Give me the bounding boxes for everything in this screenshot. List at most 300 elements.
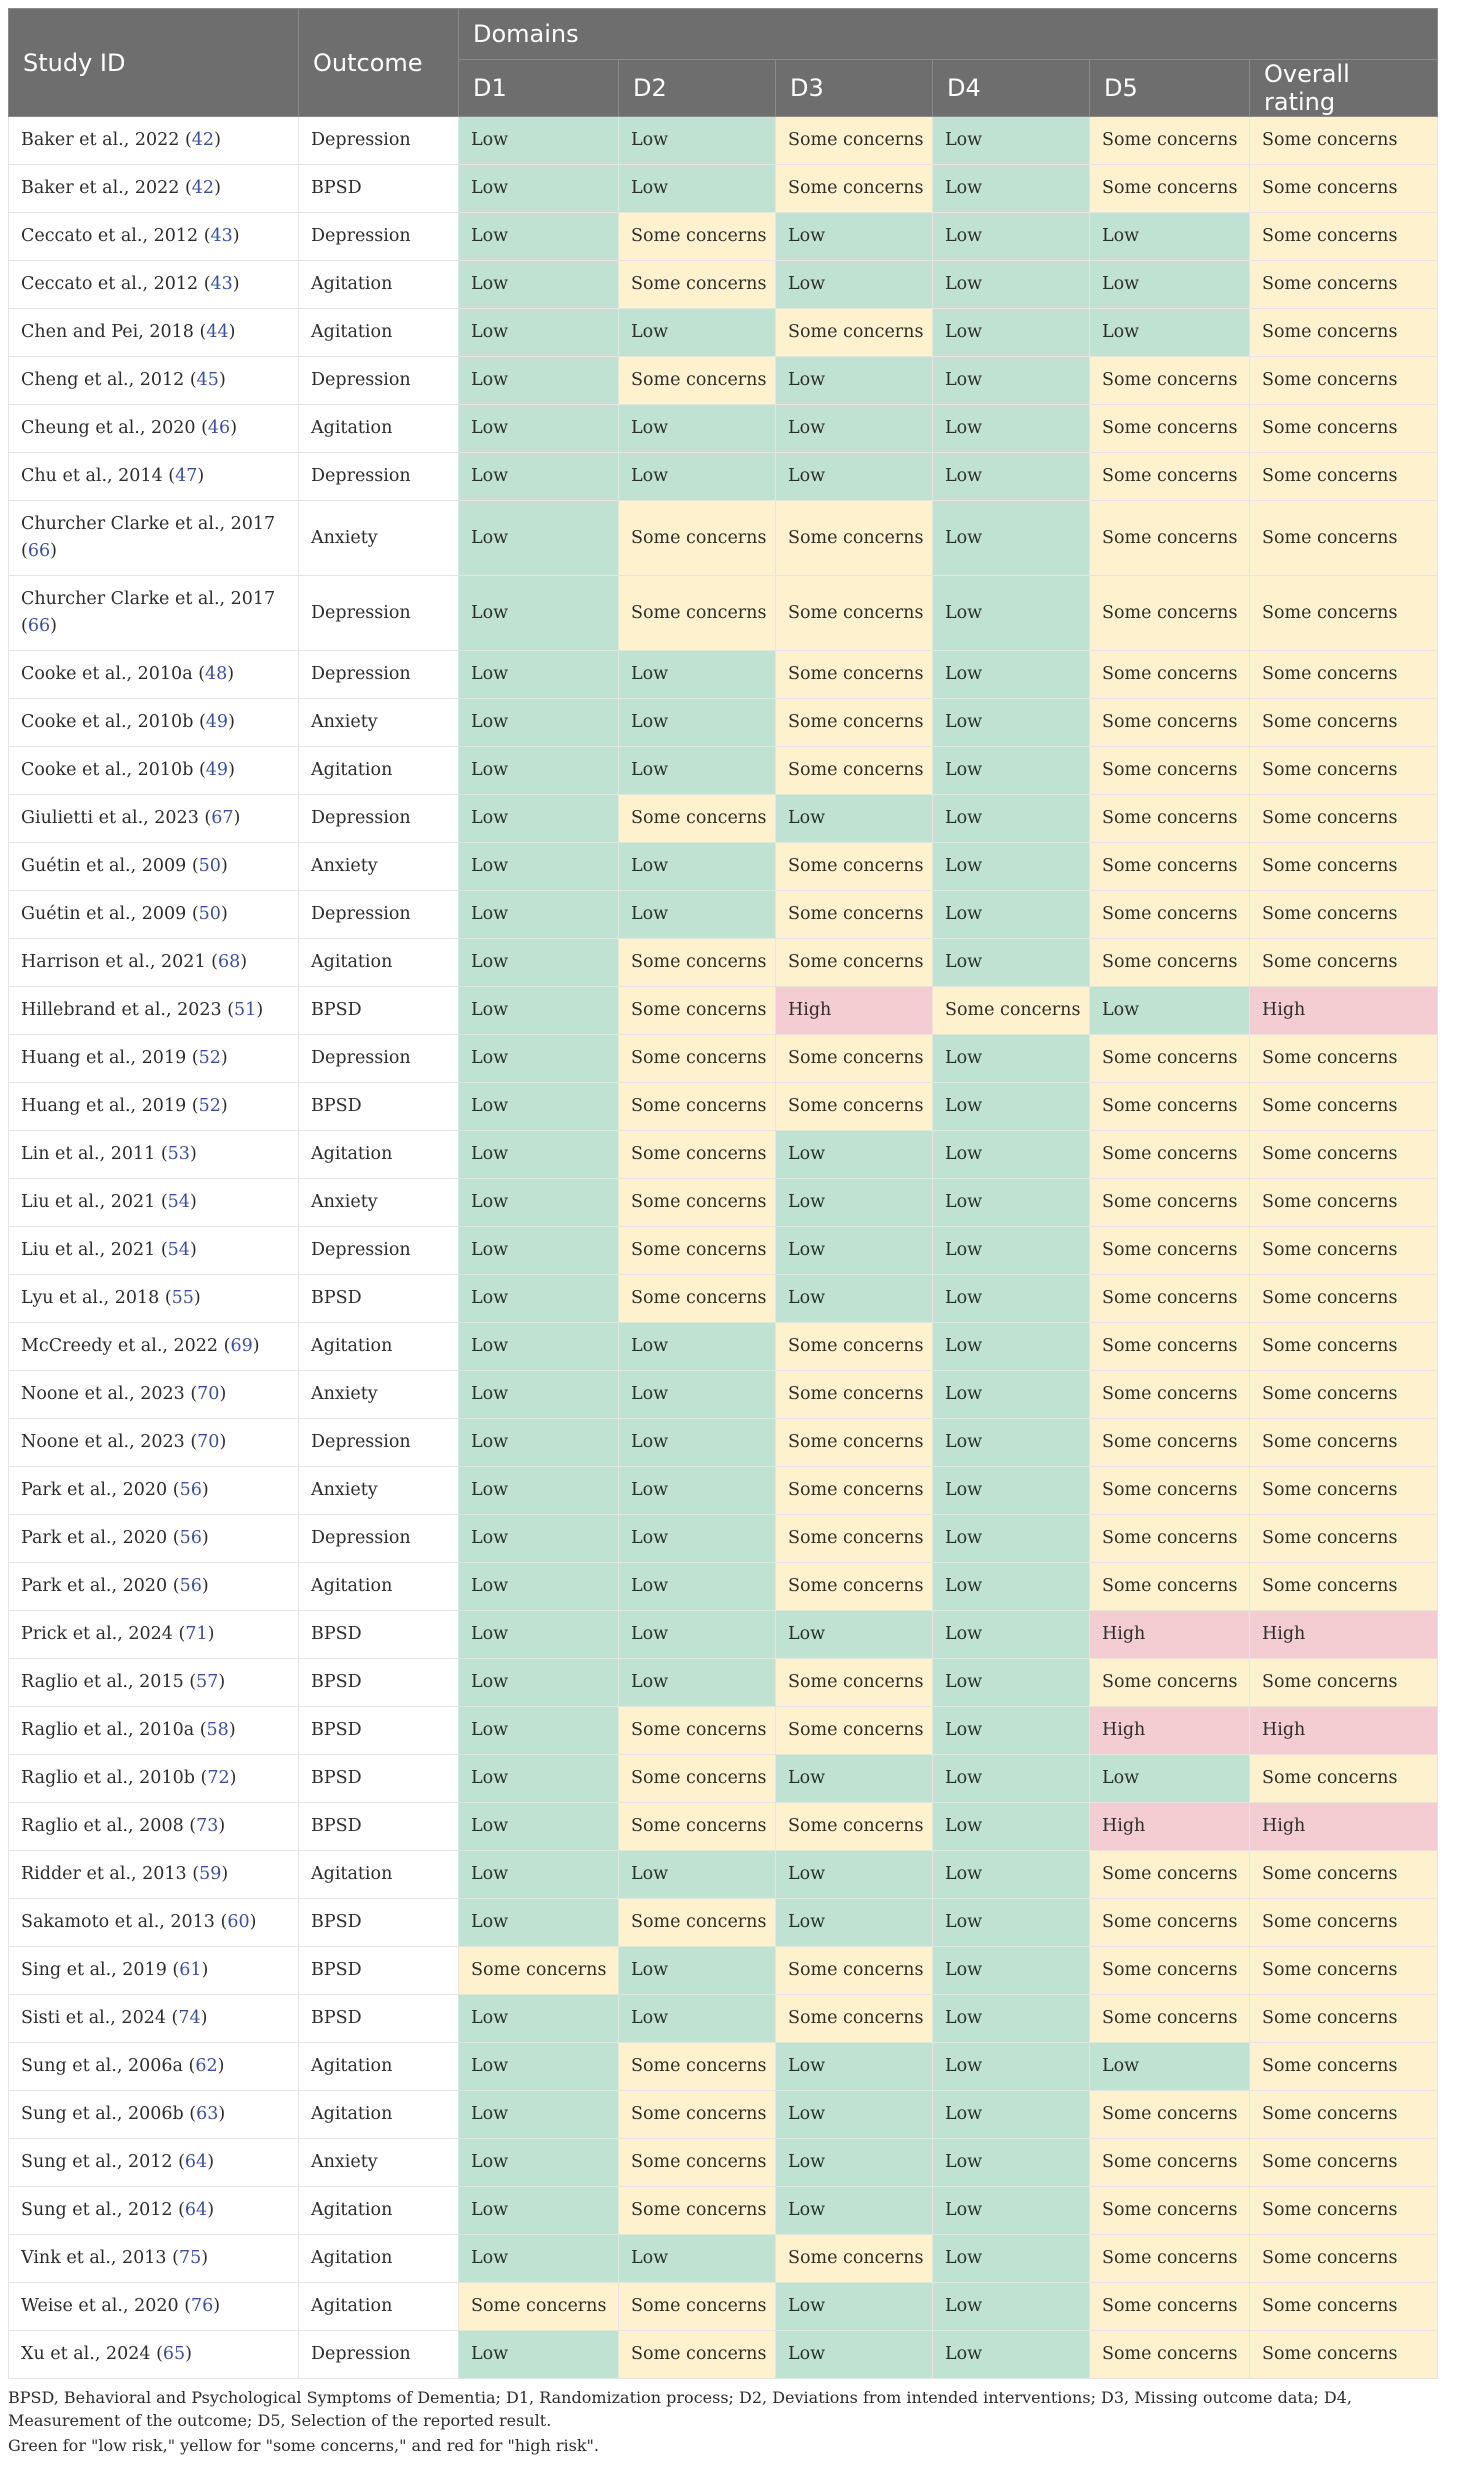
outcome-cell: Agitation (299, 2187, 459, 2235)
study-id-cell: Giulietti et al., 2023 (67) (9, 795, 299, 843)
d1-rating-cell: Low (459, 1275, 619, 1323)
table-row (9, 1467, 1438, 1515)
d5-rating-cell: Some concerns (1090, 1563, 1250, 1611)
study-id-cell: Xu et al., 2024 (65) (9, 2331, 299, 2379)
overall-rating-rating-cell: Some concerns (1250, 1371, 1438, 1419)
reference-link[interactable]: 55 (171, 1288, 194, 1308)
study-id-cell: Guétin et al., 2009 (50) (9, 843, 299, 891)
reference-link[interactable]: 70 (197, 1384, 220, 1404)
reference-link[interactable]: 73 (196, 1816, 219, 1836)
d2-rating-cell: Low (619, 651, 776, 699)
d4-rating-cell: Low (933, 1515, 1090, 1563)
d2-rating-cell: Some concerns (619, 1083, 776, 1131)
outcome-cell: Agitation (299, 2283, 459, 2331)
outcome-cell: Agitation (299, 1563, 459, 1611)
d5-rating-cell: Some concerns (1090, 1995, 1250, 2043)
outcome-cell: BPSD (299, 1659, 459, 1707)
overall-rating-rating-cell: Some concerns (1250, 357, 1438, 405)
reference-link[interactable]: 62 (195, 2056, 218, 2076)
d4-rating-cell: Low (933, 1659, 1090, 1707)
reference-link[interactable]: 59 (199, 1864, 222, 1884)
d1-rating-cell: Low (459, 1563, 619, 1611)
outcome-cell: Agitation (299, 1131, 459, 1179)
study-id-cell: Raglio et al., 2015 (57) (9, 1659, 299, 1707)
table-row (9, 651, 1438, 699)
header-d4: D4 (933, 60, 1090, 117)
outcome-cell: Depression (299, 1227, 459, 1275)
d4-rating-cell: Low (933, 1275, 1090, 1323)
d2-rating-cell: Low (619, 1515, 776, 1563)
study-id-cell: Vink et al., 2013 (75) (9, 2235, 299, 2283)
d4-rating-cell: Low (933, 213, 1090, 261)
header-d1: D1 (459, 60, 619, 117)
study-name: Prick et al., 2024 (21, 1624, 173, 1644)
d2-rating-cell: Some concerns (619, 1131, 776, 1179)
d5-rating-cell: Low (1090, 261, 1250, 309)
outcome-cell: Depression (299, 1515, 459, 1563)
study-id-cell: Sing et al., 2019 (61) (9, 1947, 299, 1995)
overall-rating-rating-cell: Some concerns (1250, 576, 1438, 651)
study-name: Liu et al., 2021 (21, 1240, 156, 1260)
table-row (9, 501, 1438, 576)
d5-rating-cell: Low (1090, 309, 1250, 357)
reference-link[interactable]: 60 (227, 1912, 250, 1932)
d1-rating-cell: Low (459, 1083, 619, 1131)
table-row (9, 1803, 1438, 1851)
reference-link[interactable]: 58 (206, 1720, 229, 1740)
study-id-cell: Noone et al., 2023 (70) (9, 1419, 299, 1467)
table-row (9, 2331, 1438, 2379)
d1-rating-cell: Low (459, 1851, 619, 1899)
d1-rating-cell: Low (459, 2091, 619, 2139)
d4-rating-cell: Low (933, 1611, 1090, 1659)
d1-rating-cell: Low (459, 1515, 619, 1563)
d4-rating-cell: Some concerns (933, 987, 1090, 1035)
header-d2: D2 (619, 60, 776, 117)
d5-rating-cell: Some concerns (1090, 165, 1250, 213)
table-row (9, 1227, 1438, 1275)
d2-rating-cell: Some concerns (619, 1803, 776, 1851)
study-name: Cooke et al., 2010a (21, 664, 193, 684)
study-name: Park et al., 2020 (21, 1528, 168, 1548)
outcome-cell: BPSD (299, 1083, 459, 1131)
reference-link[interactable]: 43 (210, 226, 233, 246)
d3-rating-cell: Low (776, 1227, 933, 1275)
d5-rating-cell: Some concerns (1090, 1467, 1250, 1515)
d5-rating-cell: Some concerns (1090, 2331, 1250, 2379)
d3-rating-cell: Some concerns (776, 843, 933, 891)
table-row (9, 1083, 1438, 1131)
table-row (9, 1995, 1438, 2043)
study-id-cell: Liu et al., 2021 (54) (9, 1179, 299, 1227)
reference-link[interactable]: 61 (179, 1960, 202, 1980)
study-id-cell: Chu et al., 2014 (47) (9, 453, 299, 501)
d5-rating-cell: Some concerns (1090, 1371, 1250, 1419)
outcome-cell: BPSD (299, 1707, 459, 1755)
outcome-cell: Agitation (299, 261, 459, 309)
reference-link[interactable]: 49 (205, 712, 229, 732)
table-row (9, 2139, 1438, 2187)
reference-link[interactable]: 42 (191, 178, 215, 198)
reference-link[interactable]: 56 (179, 1480, 202, 1500)
d5-rating-cell: Some concerns (1090, 1131, 1250, 1179)
d2-rating-cell: Low (619, 1323, 776, 1371)
d5-rating-cell: Some concerns (1090, 2283, 1250, 2331)
overall-rating-rating-cell: Some concerns (1250, 1995, 1438, 2043)
study-name: Sung et al., 2006a (21, 2056, 183, 2076)
d2-rating-cell: Some concerns (619, 1179, 776, 1227)
reference-link[interactable]: 43 (210, 274, 233, 294)
outcome-cell: BPSD (299, 1995, 459, 2043)
reference-link[interactable]: 47 (175, 466, 198, 486)
reference-link[interactable]: 42 (191, 130, 215, 150)
d1-rating-cell: Low (459, 747, 619, 795)
study-id-cell: Sakamoto et al., 2013 (60) (9, 1899, 299, 1947)
reference-link[interactable]: 63 (196, 2104, 219, 2124)
reference-link[interactable]: 57 (196, 1672, 219, 1692)
study-name: Sung et al., 2012 (21, 2152, 173, 2172)
d4-rating-cell: Low (933, 1371, 1090, 1419)
table-row (9, 1563, 1438, 1611)
overall-rating-rating-cell: Some concerns (1250, 843, 1438, 891)
study-name: Chen and Pei, 2018 (21, 322, 194, 342)
reference-link[interactable]: 53 (167, 1144, 190, 1164)
d2-rating-cell: Low (619, 891, 776, 939)
study-id-cell: Sung et al., 2012 (64) (9, 2139, 299, 2187)
d3-rating-cell: Some concerns (776, 165, 933, 213)
d2-rating-cell: Some concerns (619, 2187, 776, 2235)
table-row (9, 309, 1438, 357)
d1-rating-cell: Low (459, 1899, 619, 1947)
table-row (9, 1179, 1438, 1227)
d2-rating-cell: Some concerns (619, 1227, 776, 1275)
study-name: Weise et al., 2020 (21, 2296, 179, 2316)
study-name: Raglio et al., 2015 (21, 1672, 184, 1692)
d3-rating-cell: Some concerns (776, 1467, 933, 1515)
reference-link[interactable]: 44 (206, 322, 229, 342)
study-name: McCreedy et al., 2022 (21, 1336, 219, 1356)
d1-rating-cell: Low (459, 1131, 619, 1179)
d3-rating-cell: High (776, 987, 933, 1035)
d2-rating-cell: Low (619, 405, 776, 453)
overall-rating-rating-cell: Some concerns (1250, 891, 1438, 939)
header-d5: D5 (1090, 60, 1250, 117)
overall-rating-rating-cell: Some concerns (1250, 2187, 1438, 2235)
table-row (9, 1035, 1438, 1083)
reference-link[interactable]: 52 (198, 1096, 221, 1116)
study-id-cell: Raglio et al., 2010b (72) (9, 1755, 299, 1803)
table-row (9, 117, 1438, 165)
d3-rating-cell: Low (776, 2331, 933, 2379)
study-name: Harrison et al., 2021 (21, 952, 206, 972)
d1-rating-cell: Low (459, 1179, 619, 1227)
overall-rating-rating-cell: Some concerns (1250, 1179, 1438, 1227)
outcome-cell: Depression (299, 357, 459, 405)
d2-rating-cell: Low (619, 1419, 776, 1467)
d5-rating-cell: Some concerns (1090, 843, 1250, 891)
reference-link[interactable]: 66 (27, 541, 51, 561)
d3-rating-cell: Some concerns (776, 1419, 933, 1467)
d4-rating-cell: Low (933, 1803, 1090, 1851)
d4-rating-cell: Low (933, 843, 1090, 891)
d4-rating-cell: Low (933, 2139, 1090, 2187)
d1-rating-cell: Low (459, 1467, 619, 1515)
d5-rating-cell: Some concerns (1090, 1947, 1250, 1995)
study-id-cell: Ceccato et al., 2012 (43) (9, 261, 299, 309)
study-id-cell: Cheng et al., 2012 (45) (9, 357, 299, 405)
d1-rating-cell: Low (459, 576, 619, 651)
d3-rating-cell: Low (776, 261, 933, 309)
outcome-cell: Anxiety (299, 699, 459, 747)
d5-rating-cell: Some concerns (1090, 651, 1250, 699)
outcome-cell: Depression (299, 117, 459, 165)
overall-rating-rating-cell: Some concerns (1250, 453, 1438, 501)
outcome-cell: Agitation (299, 2235, 459, 2283)
study-id-cell: Churcher Clarke et al., 2017 (66) (9, 501, 299, 576)
d2-rating-cell: Some concerns (619, 2091, 776, 2139)
study-name: Baker et al., 2022 (21, 178, 180, 198)
reference-link[interactable]: 46 (207, 418, 231, 438)
outcome-cell: BPSD (299, 1803, 459, 1851)
reference-link[interactable]: 76 (191, 2296, 214, 2316)
study-id-cell: Harrison et al., 2021 (68) (9, 939, 299, 987)
table-row (9, 1899, 1438, 1947)
d1-rating-cell: Low (459, 453, 619, 501)
study-name: Baker et al., 2022 (21, 130, 180, 150)
study-name: Guétin et al., 2009 (21, 904, 187, 924)
overall-rating-rating-cell: Some concerns (1250, 261, 1438, 309)
d4-rating-cell: Low (933, 1083, 1090, 1131)
reference-link[interactable]: 56 (179, 1576, 202, 1596)
d1-rating-cell: Low (459, 891, 619, 939)
header-study-id: Study ID (9, 9, 299, 117)
d5-rating-cell: Low (1090, 2043, 1250, 2091)
study-name: Guétin et al., 2009 (21, 856, 187, 876)
d2-rating-cell: Some concerns (619, 987, 776, 1035)
d5-rating-cell: Low (1090, 987, 1250, 1035)
d1-rating-cell: Low (459, 213, 619, 261)
d3-rating-cell: Some concerns (776, 309, 933, 357)
reference-link[interactable]: 64 (184, 2200, 208, 2220)
reference-link[interactable]: 72 (207, 1768, 230, 1788)
d2-rating-cell: Some concerns (619, 1035, 776, 1083)
d2-rating-cell: Low (619, 1659, 776, 1707)
d1-rating-cell: Low (459, 2235, 619, 2283)
d3-rating-cell: Low (776, 357, 933, 405)
reference-link[interactable]: 74 (178, 2008, 201, 2028)
d3-rating-cell: Some concerns (776, 651, 933, 699)
header-outcome: Outcome (299, 9, 459, 117)
d4-rating-cell: Low (933, 1851, 1090, 1899)
d3-rating-cell: Some concerns (776, 1323, 933, 1371)
overall-rating-rating-cell: High (1250, 1803, 1438, 1851)
d1-rating-cell: Some concerns (459, 2283, 619, 2331)
d1-rating-cell: Low (459, 843, 619, 891)
study-name: Raglio et al., 2008 (21, 1816, 184, 1836)
study-name: Cheung et al., 2020 (21, 418, 196, 438)
overall-rating-rating-cell: Some concerns (1250, 1323, 1438, 1371)
study-name: Chu et al., 2014 (21, 466, 163, 486)
outcome-cell: Agitation (299, 2091, 459, 2139)
d2-rating-cell: Some concerns (619, 1899, 776, 1947)
d1-rating-cell: Low (459, 1659, 619, 1707)
outcome-cell: Agitation (299, 405, 459, 453)
d4-rating-cell: Low (933, 117, 1090, 165)
d1-rating-cell: Low (459, 2043, 619, 2091)
reference-link[interactable]: 64 (184, 2152, 208, 2172)
d4-rating-cell: Low (933, 165, 1090, 213)
overall-rating-rating-cell: Some concerns (1250, 1515, 1438, 1563)
d1-rating-cell: Low (459, 1995, 619, 2043)
table-row (9, 2283, 1438, 2331)
overall-rating-rating-cell: Some concerns (1250, 165, 1438, 213)
study-name: Ridder et al., 2013 (21, 1864, 187, 1884)
d2-rating-cell: Some concerns (619, 576, 776, 651)
study-name: Hillebrand et al., 2023 (21, 1000, 222, 1020)
study-id-cell: Weise et al., 2020 (76) (9, 2283, 299, 2331)
study-id-cell: Guétin et al., 2009 (50) (9, 891, 299, 939)
study-name: Cooke et al., 2010b (21, 760, 194, 780)
d4-rating-cell: Low (933, 309, 1090, 357)
reference-link[interactable]: 48 (205, 664, 228, 684)
reference-link[interactable]: 52 (198, 1048, 221, 1068)
d1-rating-cell: Low (459, 1371, 619, 1419)
study-name: Giulietti et al., 2023 (21, 808, 199, 828)
d2-rating-cell: Some concerns (619, 795, 776, 843)
overall-rating-rating-cell: Some concerns (1250, 2331, 1438, 2379)
table-row (9, 261, 1438, 309)
table-row (9, 699, 1438, 747)
d5-rating-cell: Some concerns (1090, 699, 1250, 747)
d4-rating-cell: Low (933, 357, 1090, 405)
reference-link[interactable]: 56 (179, 1528, 202, 1548)
d2-rating-cell: Low (619, 117, 776, 165)
d1-rating-cell: Low (459, 1611, 619, 1659)
d1-rating-cell: Low (459, 987, 619, 1035)
d5-rating-cell: Some concerns (1090, 795, 1250, 843)
table-row (9, 939, 1438, 987)
reference-link[interactable]: 65 (162, 2344, 186, 2364)
reference-link[interactable]: 75 (178, 2248, 202, 2268)
table-row (9, 165, 1438, 213)
d2-rating-cell: Low (619, 309, 776, 357)
study-name: Lin et al., 2011 (21, 1144, 156, 1164)
d3-rating-cell: Low (776, 2091, 933, 2139)
reference-link[interactable]: 50 (198, 904, 221, 924)
reference-link[interactable]: 54 (167, 1192, 190, 1212)
study-name: Sung et al., 2012 (21, 2200, 173, 2220)
d1-rating-cell: Low (459, 165, 619, 213)
study-id-cell: Lin et al., 2011 (53) (9, 1131, 299, 1179)
reference-link[interactable]: 66 (27, 616, 51, 636)
footnote-color-legend: Green for "low risk," yellow for "some concerns," and red for "high risk". (8, 2436, 599, 2455)
d2-rating-cell: Some concerns (619, 1707, 776, 1755)
study-id-cell: Sung et al., 2006b (63) (9, 2091, 299, 2139)
outcome-cell: BPSD (299, 1899, 459, 1947)
d4-rating-cell: Low (933, 576, 1090, 651)
d5-rating-cell: Some concerns (1090, 1035, 1250, 1083)
d5-rating-cell: Low (1090, 213, 1250, 261)
study-name: Raglio et al., 2010b (21, 1768, 195, 1788)
header-d3: D3 (776, 60, 933, 117)
overall-rating-rating-cell: High (1250, 1611, 1438, 1659)
outcome-cell: Depression (299, 213, 459, 261)
outcome-cell: Anxiety (299, 1371, 459, 1419)
d5-rating-cell: Some concerns (1090, 1515, 1250, 1563)
d2-rating-cell: Some concerns (619, 357, 776, 405)
study-id-cell: Park et al., 2020 (56) (9, 1515, 299, 1563)
d2-rating-cell: Low (619, 165, 776, 213)
d2-rating-cell: Low (619, 1947, 776, 1995)
d1-rating-cell: Low (459, 699, 619, 747)
overall-rating-rating-cell: Some concerns (1250, 1227, 1438, 1275)
reference-link[interactable]: 68 (217, 952, 241, 972)
reference-link[interactable]: 50 (198, 856, 221, 876)
d3-rating-cell: Low (776, 1179, 933, 1227)
overall-rating-rating-cell: High (1250, 1707, 1438, 1755)
d1-rating-cell: Low (459, 1227, 619, 1275)
d1-rating-cell: Low (459, 117, 619, 165)
reference-link[interactable]: 45 (196, 370, 219, 390)
d4-rating-cell: Low (933, 795, 1090, 843)
reference-link[interactable]: 71 (185, 1624, 208, 1644)
d4-rating-cell: Low (933, 1035, 1090, 1083)
d1-rating-cell: Low (459, 1035, 619, 1083)
d4-rating-cell: Low (933, 1131, 1090, 1179)
overall-rating-rating-cell: Some concerns (1250, 2139, 1438, 2187)
reference-link[interactable]: 70 (197, 1432, 220, 1452)
d2-rating-cell: Low (619, 1563, 776, 1611)
d3-rating-cell: Low (776, 2043, 933, 2091)
d1-rating-cell: Low (459, 795, 619, 843)
d3-rating-cell: Some concerns (776, 891, 933, 939)
reference-link[interactable]: 69 (230, 1336, 253, 1356)
overall-rating-rating-cell: Some concerns (1250, 2043, 1438, 2091)
table-row (9, 1707, 1438, 1755)
overall-rating-rating-cell: Some concerns (1250, 1419, 1438, 1467)
table-row (9, 2091, 1438, 2139)
d4-rating-cell: Low (933, 939, 1090, 987)
outcome-cell: Agitation (299, 2043, 459, 2091)
outcome-cell: Agitation (299, 1851, 459, 1899)
d5-rating-cell: Some concerns (1090, 453, 1250, 501)
table-row (9, 1515, 1438, 1563)
outcome-cell: Agitation (299, 747, 459, 795)
d3-rating-cell: Low (776, 2283, 933, 2331)
d2-rating-cell: Low (619, 453, 776, 501)
d3-rating-cell: Low (776, 1131, 933, 1179)
reference-link[interactable]: 54 (167, 1240, 190, 1260)
reference-link[interactable]: 67 (211, 808, 234, 828)
study-name: Huang et al., 2019 (21, 1096, 187, 1116)
table-body (9, 117, 1438, 2379)
reference-link[interactable]: 49 (205, 760, 229, 780)
d3-rating-cell: Some concerns (776, 1995, 933, 2043)
d3-rating-cell: Some concerns (776, 1371, 933, 1419)
reference-link[interactable]: 51 (234, 1000, 257, 1020)
study-name: Ceccato et al., 2012 (21, 274, 199, 294)
study-id-cell: Lyu et al., 2018 (55) (9, 1275, 299, 1323)
table-row (9, 2187, 1438, 2235)
table-row (9, 405, 1438, 453)
d3-rating-cell: Some concerns (776, 1947, 933, 1995)
study-id-cell: Baker et al., 2022 (42) (9, 117, 299, 165)
table-row (9, 1659, 1438, 1707)
d5-rating-cell: High (1090, 1707, 1250, 1755)
study-id-cell: Sung et al., 2012 (64) (9, 2187, 299, 2235)
d4-rating-cell: Low (933, 2091, 1090, 2139)
d4-rating-cell: Low (933, 1899, 1090, 1947)
